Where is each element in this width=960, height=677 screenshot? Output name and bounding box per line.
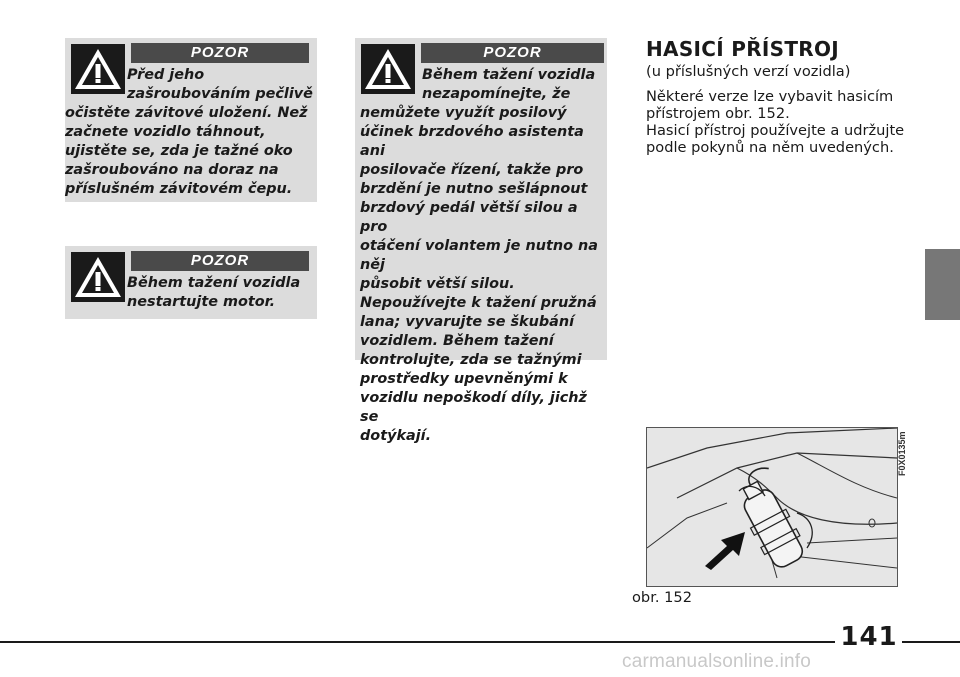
warning-box-3	[355, 38, 607, 444]
warning-text-line: Nepoužívejte k tažení pružná	[360, 295, 597, 311]
warning-heading: POZOR	[131, 251, 309, 271]
warning-text-line: kontrolujte, zda se tažnými	[360, 352, 582, 368]
footer-rule-right	[902, 641, 960, 643]
warning-text-line: působit větší silou.	[360, 276, 515, 292]
footer-rule-left	[0, 641, 835, 643]
warning-heading: POZOR	[421, 43, 604, 63]
warning-text-line: účinek brzdového asistenta ani	[360, 124, 584, 159]
warning-text-line: otáčení volantem je nutno na něj	[360, 238, 598, 273]
warning-text-line: brzdový pedál větší silou a pro	[360, 200, 578, 235]
warning-text-line: nemůžete využít posilový	[360, 105, 567, 121]
warning-text	[65, 274, 315, 312]
warning-text-line: příslušném závitovém čepu.	[65, 181, 293, 197]
warning-text-line: nestartujte motor.	[127, 294, 276, 310]
figure-caption: obr. 152	[632, 589, 692, 606]
chapter-thumb-tab	[925, 249, 960, 320]
warning-text-line: vozidlu nepoškodí díly, jichž se	[360, 390, 587, 425]
warning-box-2	[65, 246, 317, 319]
warning-text	[360, 66, 607, 446]
section-subtitle: (u příslušných verzí vozidla)	[646, 63, 851, 80]
warning-text-line: Během tažení vozidla	[422, 67, 596, 83]
warning-heading: POZOR	[131, 43, 309, 63]
section-body	[646, 88, 916, 156]
warning-text-line: očistěte závitové uložení. Než	[65, 105, 308, 121]
section-title: HASICÍ PŘÍSTROJ	[646, 37, 840, 61]
warning-text-line: zašroubováním pečlivě	[127, 86, 313, 102]
warning-text-line: prostředky upevněnými k	[360, 371, 568, 387]
page-number: 141	[840, 622, 898, 652]
warning-text-line: dotýkají.	[360, 428, 432, 444]
warning-text-line: posilovače řízení, takže pro	[360, 162, 584, 178]
watermark-link[interactable]: carmanualsonline.info	[622, 651, 812, 672]
warning-text-line: vozidlem. Během tažení	[360, 333, 554, 349]
warning-text	[65, 66, 315, 199]
warning-text-line: Před jeho	[127, 67, 205, 83]
warning-text-line: brzdění je nutno sešlápnout	[360, 181, 588, 197]
warning-text-line: nezapomínejte, že	[422, 86, 571, 102]
warning-text-line: lana; vyvarujte se škubání	[360, 314, 575, 330]
figure-code: F0X0135m	[897, 431, 907, 476]
warning-text-line: Během tažení vozidla	[127, 275, 301, 291]
warning-text-line: začnete vozidlo táhnout,	[65, 124, 266, 140]
figure-fire-extinguisher	[646, 427, 898, 587]
warning-box-1	[65, 38, 317, 202]
section-paragraph: Některé verze lze vybavit hasicím přístrojem obr. 152.	[646, 88, 894, 122]
fire-extinguisher-illustration	[647, 428, 897, 586]
warning-text-line: zašroubováno na doraz na	[65, 162, 279, 178]
section-paragraph: Hasicí přístroj používejte a udržujte podle pokynů na něm uvedených.	[646, 122, 905, 156]
warning-text-line: ujistěte se, zda je tažné oko	[65, 143, 293, 159]
